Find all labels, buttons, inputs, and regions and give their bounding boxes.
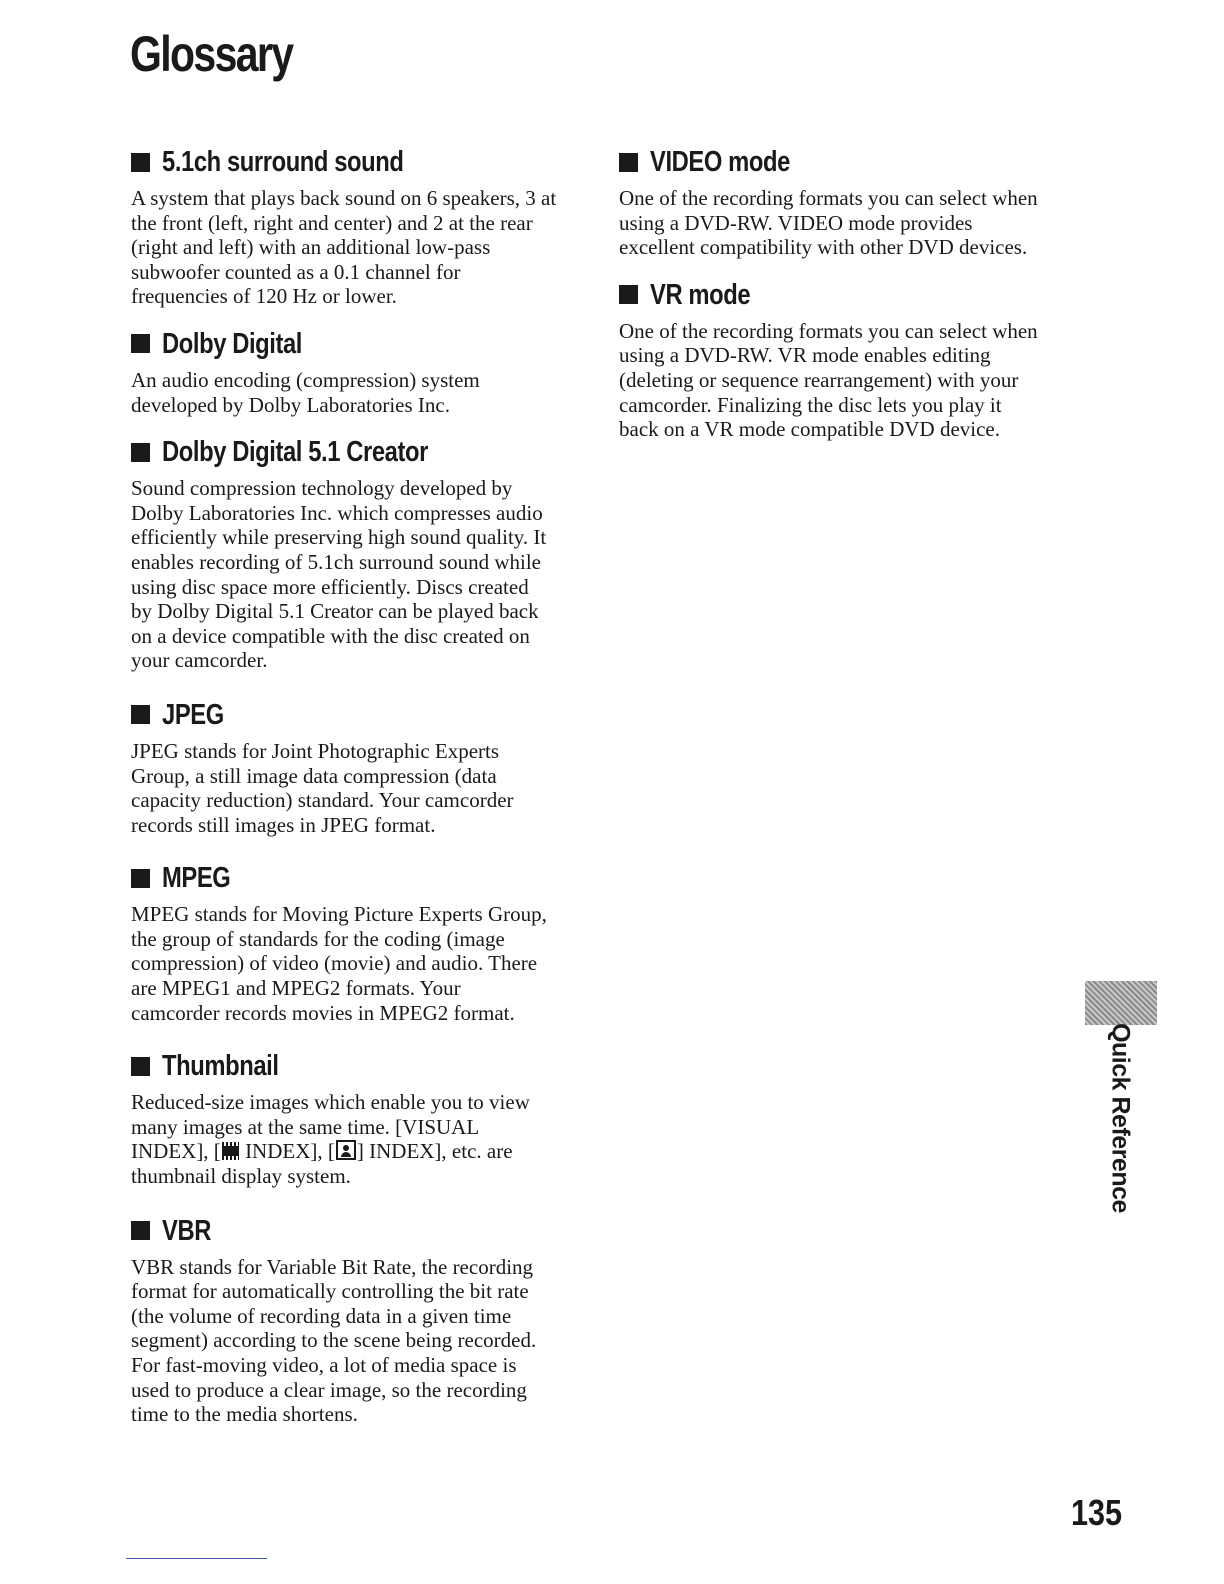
left-column xyxy=(131,140,571,1427)
side-tab-label: Quick Reference xyxy=(1106,1023,1135,1213)
heading-text: VR mode xyxy=(650,278,751,311)
body-line: by Dolby Digital 5.1 Creator can be played back xyxy=(131,599,539,624)
right-column xyxy=(619,140,1059,442)
body-line: enables recording of 5.1ch surround sound while xyxy=(131,549,541,574)
body-line: VBR stands for Variable Bit Rate, the recording xyxy=(131,1254,534,1279)
body-line: Sound compression technology developed by xyxy=(131,476,513,501)
square-bullet-icon xyxy=(131,153,150,172)
entry-thumbnail xyxy=(131,1044,571,1188)
entry-body xyxy=(131,902,571,1025)
entry-5-1ch-surround-sound xyxy=(131,140,571,309)
body-line: compression) of video (movie) and audio. There xyxy=(131,951,538,976)
entry-body xyxy=(131,739,571,837)
entry-heading xyxy=(131,1044,571,1088)
body-line: frequencies of 120 Hz or lower. xyxy=(131,284,397,309)
entry-heading xyxy=(131,140,571,184)
entry-heading xyxy=(131,322,571,366)
body-line: using disc space more efficiently. Discs created xyxy=(131,574,529,599)
body-line: time to the media shortens. xyxy=(131,1402,358,1427)
body-line: many images at the same time. [VISUAL xyxy=(131,1114,480,1139)
entry-heading xyxy=(619,273,1059,317)
body-line: JPEG stands for Joint Photographic Experts xyxy=(131,738,500,763)
body-line: the group of standards for the coding (image xyxy=(131,926,505,951)
square-bullet-icon xyxy=(131,1221,150,1240)
body-line: segment) according to the scene being recorded. xyxy=(131,1328,537,1353)
body-line: An audio encoding (compression) system xyxy=(131,367,480,392)
body-line: (right and left) with an additional low-pass xyxy=(131,235,491,260)
entry-heading xyxy=(619,140,1059,184)
body-line: MPEG stands for Moving Picture Experts Group, xyxy=(131,902,547,927)
entry-jpeg xyxy=(131,693,571,837)
entry-vr-mode xyxy=(619,273,1059,442)
body-line: back on a VR mode compatible DVD device. xyxy=(619,417,1001,442)
body-line: records still images in JPEG format. xyxy=(131,812,436,837)
heading-text: 5.1ch surround sound xyxy=(162,146,404,178)
body-line: (the volume of recording data in a given time xyxy=(131,1303,512,1328)
body-line: Dolby Laboratories Inc. which compresses audio xyxy=(131,500,543,525)
entry-vbr xyxy=(131,1209,571,1427)
square-bullet-icon xyxy=(131,334,150,353)
entry-body xyxy=(619,186,1059,260)
body-line: are MPEG1 and MPEG2 formats. Your xyxy=(131,976,461,1001)
entry-body xyxy=(131,1090,571,1188)
entry-body xyxy=(619,319,1059,442)
square-bullet-icon xyxy=(131,869,150,888)
body-line-with-icons xyxy=(131,1139,571,1164)
heading-text: Dolby Digital 5.1 Creator xyxy=(162,436,428,469)
entry-video-mode xyxy=(619,140,1059,260)
footer-rule xyxy=(126,1558,267,1559)
body-line: developed by Dolby Laboratories Inc. xyxy=(131,392,450,417)
entry-dolby-digital xyxy=(131,322,571,417)
text-fragment: INDEX], [ xyxy=(239,1139,335,1164)
side-tab-marker xyxy=(1085,981,1157,1025)
text-fragment: ] INDEX], etc. are xyxy=(356,1139,513,1164)
square-bullet-icon xyxy=(619,285,638,304)
heading-text: JPEG xyxy=(162,698,224,731)
heading-text: VIDEO mode xyxy=(650,146,790,178)
body-line: camcorder records movies in MPEG2 format. xyxy=(131,1000,515,1025)
body-line: (deleting or sequence rearrangement) with your xyxy=(619,367,1019,392)
heading-text: VBR xyxy=(162,1214,211,1247)
heading-text: MPEG xyxy=(162,862,231,895)
entry-heading xyxy=(131,430,571,474)
entry-heading xyxy=(131,1209,571,1253)
body-line: on a device compatible with the disc created on xyxy=(131,623,530,648)
entry-heading xyxy=(131,693,571,737)
heading-text: Thumbnail xyxy=(162,1050,279,1083)
text-fragment: INDEX], [ xyxy=(131,1139,221,1164)
body-line: the front (left, right and center) and 2 at the rear xyxy=(131,210,533,235)
heading-text: Dolby Digital xyxy=(162,327,303,360)
body-line: thumbnail display system. xyxy=(131,1164,351,1189)
body-line: One of the recording formats you can select when xyxy=(619,186,1038,210)
entry-body xyxy=(131,186,571,309)
entry-mpeg xyxy=(131,856,571,1025)
entry-heading xyxy=(131,856,571,900)
square-bullet-icon xyxy=(131,443,150,462)
body-line: efficiently while preserving high sound quality. It xyxy=(131,525,547,550)
entry-dolby-digital-5-1-creator xyxy=(131,430,571,673)
body-line: For fast-moving video, a lot of media space is xyxy=(131,1353,517,1377)
entry-body xyxy=(131,368,571,417)
body-line: your camcorder. xyxy=(131,648,268,673)
body-line: format for automatically controlling the bit rate xyxy=(131,1279,529,1304)
body-line: used to produce a clear image, so the recording xyxy=(131,1377,527,1402)
body-line: camcorder. Finalizing the disc lets you play it xyxy=(619,392,1002,417)
body-line: capacity reduction) standard. Your camcorder xyxy=(131,788,514,813)
body-line: One of the recording formats you can select when xyxy=(619,318,1038,343)
body-line: A system that plays back sound on 6 speakers, 3 at xyxy=(131,186,557,210)
square-bullet-icon xyxy=(131,1057,150,1076)
square-bullet-icon xyxy=(619,153,638,172)
page-number: 135 xyxy=(1071,1492,1123,1533)
body-line: subwoofer counted as a 0.1 channel for xyxy=(131,259,461,284)
body-line: Group, a still image data compression (data xyxy=(131,763,497,788)
entry-body xyxy=(131,1255,571,1427)
body-line: using a DVD-RW. VR mode enables editing xyxy=(619,343,991,368)
entry-body xyxy=(131,476,571,673)
body-line: Reduced-size images which enable you to view xyxy=(131,1090,530,1115)
page-title: Glossary xyxy=(130,26,293,82)
square-bullet-icon xyxy=(131,705,150,724)
body-line: excellent compatibility with other DVD devices. xyxy=(619,235,1028,260)
film-roll-icon xyxy=(222,1142,239,1160)
body-line: using a DVD-RW. VIDEO mode provides xyxy=(619,210,973,235)
face-index-icon xyxy=(336,1140,356,1160)
